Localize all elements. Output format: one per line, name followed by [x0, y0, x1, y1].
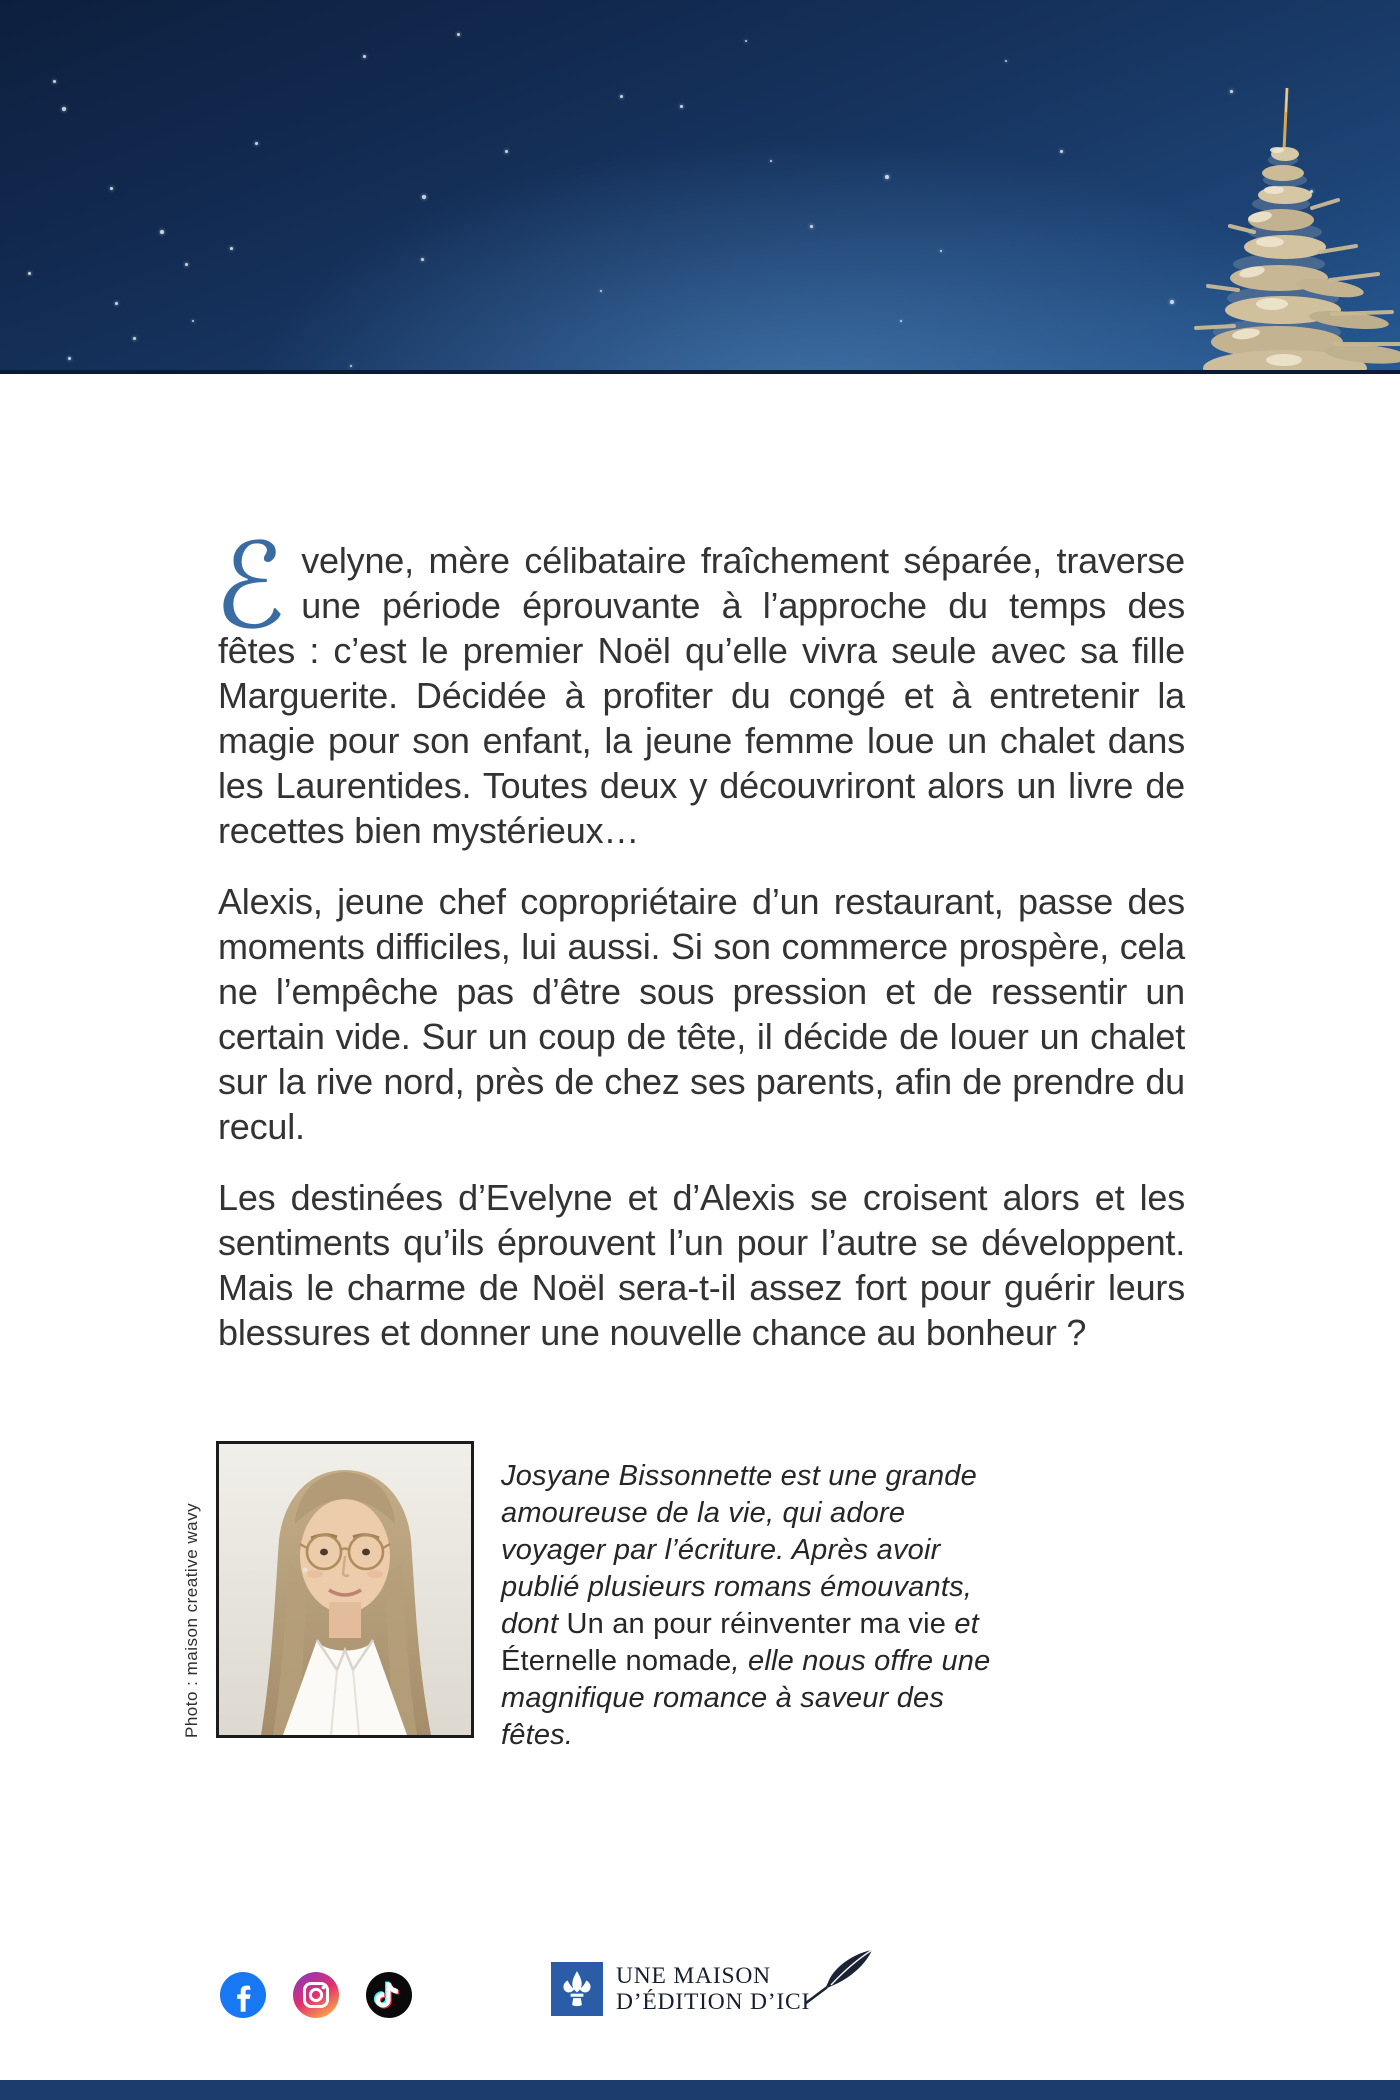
star	[940, 250, 942, 252]
star	[255, 142, 258, 145]
star	[68, 357, 71, 360]
star	[1005, 60, 1007, 62]
bio-segment: Un an pour	[566, 1608, 712, 1640]
publisher-blue-square	[551, 1962, 603, 2016]
star	[62, 107, 66, 111]
synopsis	[214, 517, 1185, 1355]
bio-segment: et	[946, 1608, 979, 1640]
synopsis-paragraph-2: Alexis, jeune chef copropriétaire d’un restaurant, passe des moments difficiles, lui aussi. Si son commerce prospère, cela ne l’empêche pas d’être sous pression et de ressentir un certain vide. Sur un coup de tête, il décide de louer un chalet sur la rive nord, près de chez ses parents, afin de prendre du recul.	[218, 881, 1185, 1147]
star	[133, 337, 136, 340]
synopsis-paragraph-3: Les destinées d’Evelyne et d’Alexis se croisent alors et les sentiments qu’ils éprouvent l’un pour l’autre se développent. Mais le charme de Noël sera-t-il assez fort pour guérir leurs blessures et donner une nouvelle chance au bonheur ?	[218, 1177, 1185, 1353]
bio-segment: Josyane Bissonnette est une grande amoureuse de la vie, qui adore voyager par l’écriture. Après avoir publié plusieurs romans émouvants, dont	[501, 1460, 977, 1640]
star	[900, 320, 902, 322]
star	[1310, 190, 1313, 193]
star	[363, 55, 366, 58]
facebook-icon[interactable]	[219, 1971, 267, 2019]
author-photo	[216, 1441, 474, 1738]
star	[53, 80, 56, 83]
star	[230, 247, 233, 250]
star	[28, 272, 31, 275]
star	[350, 365, 352, 367]
synopsis-paragraph-1	[214, 517, 1185, 853]
tiktok-icon[interactable]	[365, 1971, 413, 2019]
star	[1170, 300, 1174, 304]
star	[680, 105, 683, 108]
social-icons-row	[219, 1971, 413, 2019]
author-bio	[501, 1458, 1013, 1754]
publisher-name	[616, 1963, 810, 2015]
publisher-name-line2: D’ÉDITION D’ICI	[616, 1989, 811, 2015]
bottom-accent-bar	[0, 2080, 1400, 2100]
star	[505, 150, 508, 153]
synopsis-paragraph-1-text: velyne, mère célibataire fraîchement séparée, traverse une période éprouvante à l’approche du temps des fêtes : c’est le premier Noël qu’elle vivra seule avec sa fille Marguerite. Décidée à profiter du congé et à entretenir la magie pour son enfant, la jeune femme loue un chalet dans les Laurentides. Toutes deux y découvriront alors un livre de recettes bien mystérieux…	[218, 540, 1185, 851]
star	[1230, 90, 1233, 93]
snowy-tree-illustration	[1134, 82, 1400, 374]
star	[810, 225, 813, 228]
dropcap-letter-E: ℰ	[214, 517, 286, 655]
quill-icon	[798, 1947, 876, 2005]
star	[192, 320, 194, 322]
star	[620, 95, 623, 98]
instagram-icon[interactable]	[292, 1971, 340, 2019]
fleur-de-lis-icon	[560, 1969, 594, 2009]
star	[1060, 150, 1063, 153]
publisher-name-line1: UNE MAISON	[616, 1963, 771, 1989]
bio-segment: réinventer ma vie	[712, 1608, 947, 1640]
star	[110, 187, 113, 190]
star	[885, 175, 889, 179]
night-sky	[0, 0, 1400, 374]
publisher-logo	[551, 1962, 810, 2016]
star	[185, 263, 188, 266]
bio-segment: , elle nous offre une magnifique romance à saveur des fêtes.	[501, 1645, 991, 1751]
star	[115, 302, 118, 305]
star	[421, 258, 424, 261]
star	[770, 160, 772, 162]
star	[600, 290, 602, 292]
photo-credit: Photo : maison creative wavy	[182, 1502, 201, 1738]
bio-segment: Éternelle nomade	[501, 1645, 732, 1677]
star	[422, 195, 426, 199]
star	[160, 230, 164, 234]
star	[745, 40, 747, 42]
star	[457, 33, 460, 36]
author-portrait-illustration	[219, 1444, 471, 1735]
